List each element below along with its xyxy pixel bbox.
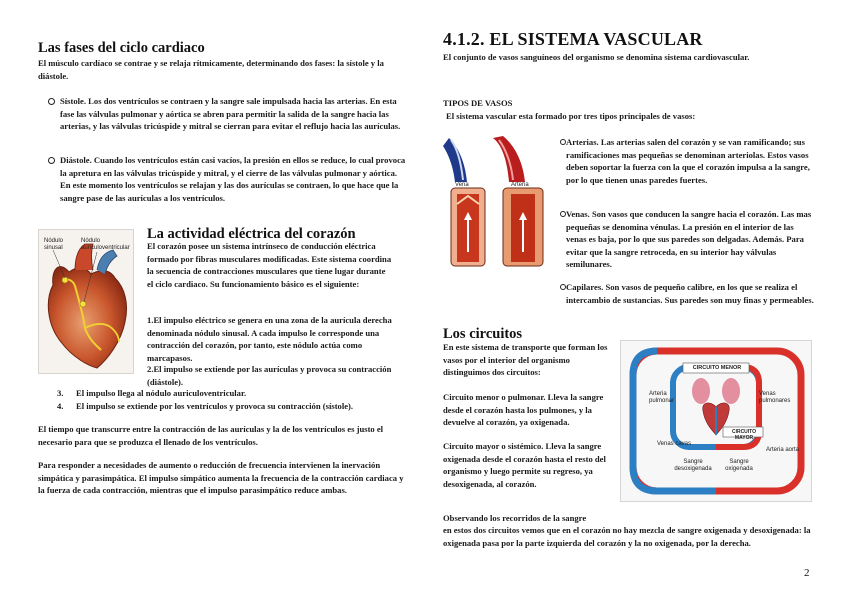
step-3-number: 3. (57, 388, 64, 398)
types-intro: El sistema vascular esta formado por tres tipos principales de vasos: (446, 111, 696, 121)
page-title: 4.1.2. EL SISTEMA VASCULAR (443, 29, 703, 49)
phases-intro: El músculo cardíaco se contrae y se relaja rítmicamente, determinando dos fases: la sístole y la diástole. (38, 58, 384, 81)
circuits-intro: En este sistema de transporte que forman los vasos por el interior del organismo distinguimos dos circuitos: (443, 342, 608, 378)
vessels-illustration (443, 134, 551, 270)
vessel-arterias (560, 136, 815, 186)
vascular-intro: El conjunto de vasos sanguíneos del organismo se denomina sistema cardiovascular. (443, 52, 750, 62)
arteria-aorta-label: Arteria aorta (766, 447, 800, 453)
vessel-capilares (560, 281, 815, 306)
bullet-icon (560, 284, 566, 290)
phase-item-sistole (48, 95, 408, 133)
circulation-diagram (620, 340, 812, 502)
heart-illustration (38, 229, 134, 374)
venas-cavas-label: Venas cavas (657, 441, 692, 447)
phase-text: Sístole. Los dos ventrículos se contraen y la sangre sale impulsada hacia las arterias. En esta fase las válvulas pulmonar y aórtica se abren para permitir la salida de la sangre hacia las arterias, y las válvulas tricúspide y mitral se cierran para evitar el reflujo hacia las aurículas. (60, 96, 401, 132)
timing-paragraph: El tiempo que transcurre entre la contracción de las aurículas y la de los ventrículos es justo el necesario para que se produzca el llenado de los ventrículos. (38, 424, 384, 447)
phases-heading: Las fases del ciclo cardiaco (38, 40, 205, 56)
phase-item-diastole (48, 154, 408, 204)
phase-text: Diástole. Cuando los ventrículos están casi vacíos, la presión en ellos se reduce, lo cual provoca la apretura en las válvulas tricúspide y mitral, y el cierre de las válvulas pulmonar y aórtica. En este momento los ventrículos se relajan y las dos aurículas se contraen, lo que hace que la sangre pase de las aurículas a los ventrículos. (60, 155, 406, 203)
observe-paragraph: en estos dos circuitos vemos que en el corazón no hay mezcla de sangre oxigenada y desoxigenada: la oxigenada pasa por la parte izquierda del corazón y la no oxigenada, por la derecha. (443, 525, 811, 548)
heart-label-sinusal: Nódulo sinusal (44, 238, 64, 251)
circuito-mayor-label: CIRCUITO MAYOR (731, 429, 757, 441)
electric-intro: El corazón posee un sistema intrínseco de conducción eléctrica formado por fibras musculares modificadas. Este sistema coordina la secuencia de contracciones musculares que tiene lugar durante el ciclo cardiaco. Su funcionamiento básico es el siguiente: (147, 241, 392, 289)
heart-label-av: Nódulo auriculoventricular (81, 238, 130, 251)
bullet-icon (560, 211, 566, 217)
electric-heading: La actividad eléctrica del corazón (147, 226, 356, 242)
venas-pulmonares-label: Venas pulmonares (759, 391, 791, 404)
venas-text: Venas. Son vasos que conducen la sangre hacia el corazón. Las mas pequeñas se denomina vénulas. La presión en el interior de las venas es baja, por lo que sus paredes son delgadas. Además. Para evitar que la sangre retroceda, en su interior hay válvulas semilunares. (566, 209, 812, 270)
circuit-menor-text: Circuito menor o pulmonar. Lleva la sangre desde el corazón hasta los pulmones, y la devuelve al corazón, ya oxigenada. (443, 392, 604, 428)
observe-line-1: Observando los recorridos de la sangre (443, 513, 587, 523)
electric-step-2: 2.El impulso se extiende por las aurículas y provoca su contracción (diástole). (147, 364, 392, 387)
page-number: 2 (804, 567, 810, 579)
innervation-paragraph: Para responder a necesidades de aumento o reducción de frecuencia intervienen la inervación simpática y parasimpática. El impulso simpático aumenta la frecuencia de la contracción cardiaca y la fuerza de cada contracción, mientras que el impulso parasimpático reduce ambas. (38, 460, 404, 496)
vessel-venas (560, 208, 815, 271)
bullet-icon (560, 139, 566, 145)
sangre-desoxigenada-label: Sangre desoxigenada (674, 459, 712, 472)
arterias-text: Arterias. Las arterias salen del corazón y se van ramificando; sus ramificaciones mas pequeñas se denominan arteriolas. Estos vasos deben soportar la fuerza con la que el corazón impulsa a la sangre, por lo que tienen unas paredes fuertes. (566, 137, 810, 185)
sangre-oxigenada-label: Sangre oxigenada (725, 459, 753, 472)
blood-vessels-icon (443, 134, 551, 270)
electric-step-3: El impulso llega al nódulo auriculoventricular. (76, 388, 247, 398)
bullet-icon (48, 157, 55, 164)
arteria-label: Arteria (511, 182, 529, 188)
electric-step-4: El impulso se extiende por los ventrículos y provoca su contracción (sístole). (76, 401, 354, 411)
step-4-number: 4. (57, 401, 64, 411)
circuits-heading: Los circuitos (443, 326, 523, 342)
circuit-mayor-text: Circuito mayor o sistémico. Lleva la sangre oxigenada desde el corazón hasta el resto del organismo y luego permite su regreso, ya desoxigenada, al corazón. (443, 441, 606, 489)
bullet-icon (48, 98, 55, 105)
types-heading: TIPOS DE VASOS (443, 98, 513, 108)
circuito-menor-label: CIRCUITO MENOR (692, 365, 742, 371)
arteria-pulmonar-label: Arteria pulmonar (649, 391, 675, 404)
electric-step-1: 1.El impulso eléctrico se genera en una zona de la aurícula derecha denominada nódulo sinusal. A cada impulso le corresponde una contracción del corazón, por tanto, este nódulo actúa como marcapasos. (147, 315, 392, 363)
vena-label: Vena (455, 182, 469, 188)
capilares-text: Capilares. Son vasos de pequeño calibre, en los que se realiza el intercambio de sustancias. Sus paredes son muy finas y permeables. (566, 282, 814, 305)
